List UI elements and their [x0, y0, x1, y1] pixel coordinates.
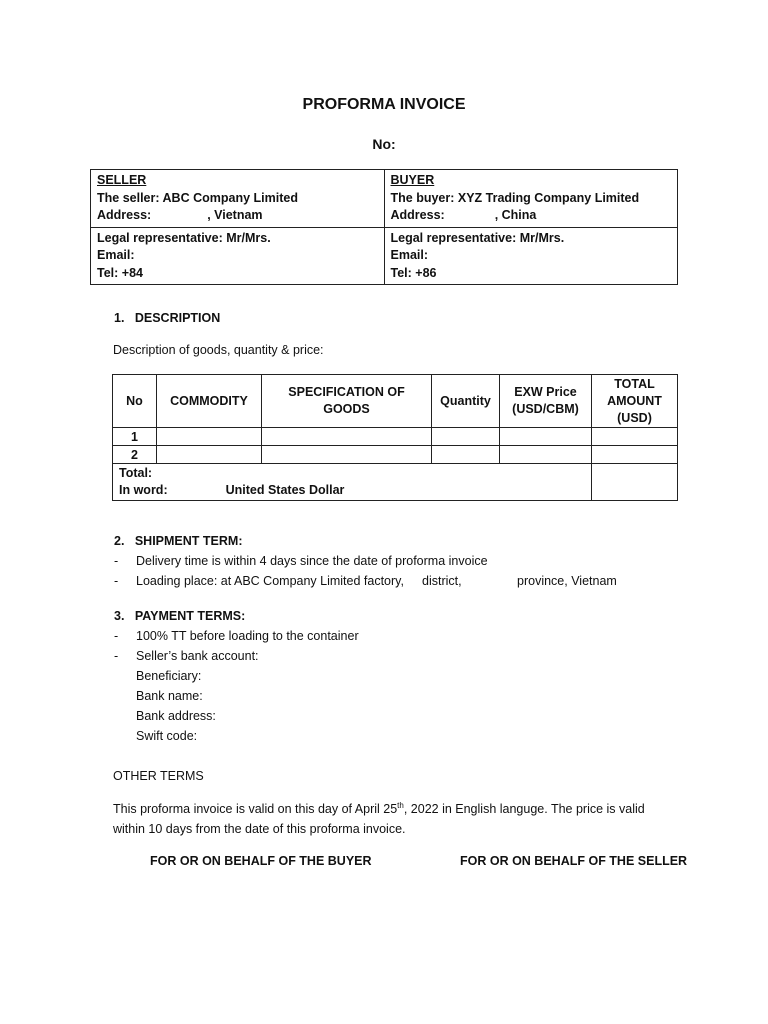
total-amount-cell[interactable] — [592, 464, 678, 501]
seller-address — [97, 207, 378, 225]
seller-address-label: Address: — [97, 208, 152, 222]
col-header-no: No — [113, 375, 157, 428]
shipment-delivery-time: Delivery time is within 4 days since the date of proforma invoice — [136, 554, 488, 568]
seller-email: Email: — [97, 248, 135, 262]
shipment-loading-place: Loading place: at ABC Company Limited factory, — [136, 574, 404, 588]
seller-name: The seller: ABC Company Limited — [97, 190, 298, 205]
document-title: PROFORMA INVOICE — [302, 96, 466, 113]
invoice-number-label: No: — [372, 136, 396, 152]
other-terms-line-1 — [113, 801, 645, 816]
col-header-quantity: Quantity — [432, 375, 500, 428]
buyer-cell — [384, 170, 678, 228]
row-no: 2 — [113, 446, 157, 464]
bank-address: Bank address: — [136, 709, 216, 723]
other-terms-heading: OTHER TERMS — [113, 769, 204, 783]
cell-exw-price[interactable] — [500, 428, 592, 446]
buyer-name: The buyer: XYZ Trading Company Limited — [390, 190, 640, 205]
table-row — [113, 446, 678, 464]
seller-signature-label: FOR OR ON BEHALF OF THE SELLER — [460, 854, 688, 868]
payment-bank-account: Seller’s bank account: — [136, 649, 259, 663]
table-row — [113, 428, 678, 446]
buyer-heading: BUYER — [390, 173, 435, 187]
other-terms-line-2: within 10 days from the date of this proforma invoice. — [113, 822, 406, 836]
buyer-signature-label: FOR OR ON BEHALF OF THE BUYER — [150, 854, 372, 868]
buyer-contact-cell — [384, 227, 678, 285]
row-no: 1 — [113, 428, 157, 446]
date-ordinal-suffix: th — [397, 801, 404, 810]
shipment-province: province, Vietnam — [517, 574, 617, 588]
cell-total-amount[interactable] — [592, 446, 678, 464]
seller-tel: Tel: +84 — [97, 265, 143, 280]
bullet-dash: - — [114, 574, 119, 588]
seller-address-value: , Vietnam — [207, 208, 263, 222]
shipment-district: district, — [422, 574, 462, 588]
buyer-address-value: , China — [494, 208, 537, 222]
seller-heading: SELLER — [97, 173, 147, 187]
bullet-dash: - — [114, 629, 119, 643]
cell-exw-price[interactable] — [500, 446, 592, 464]
col-header-exw-price: EXW Price (USD/CBM) — [500, 375, 592, 428]
seller-rep: Legal representative: Mr/Mrs. — [97, 230, 271, 245]
bank-swift-code: Swift code: — [136, 729, 198, 743]
total-label: Total: — [119, 466, 153, 480]
cell-commodity[interactable] — [157, 428, 262, 446]
parties-table — [90, 169, 678, 285]
goods-table-header — [113, 375, 678, 428]
cell-total-amount[interactable] — [592, 428, 678, 446]
col-header-total-amount: TOTAL AMOUNT (USD) — [592, 375, 678, 428]
buyer-address — [391, 207, 672, 225]
bank-beneficiary: Beneficiary: — [136, 669, 202, 683]
bank-name: Bank name: — [136, 689, 203, 703]
inword-label: In word: — [119, 483, 168, 497]
validity-date-text: This proforma invoice is valid on this day of April 25 — [113, 802, 398, 817]
goods-table — [112, 374, 678, 501]
bullet-dash: - — [114, 649, 119, 663]
cell-quantity[interactable] — [432, 446, 500, 464]
payment-tt-term: 100% TT before loading to the container — [136, 629, 359, 643]
payment-heading: 3. PAYMENT TERMS: — [114, 609, 246, 623]
cell-quantity[interactable] — [432, 428, 500, 446]
description-intro: Description of goods, quantity & price: — [113, 343, 324, 357]
cell-commodity[interactable] — [157, 446, 262, 464]
buyer-rep: Legal representative: Mr/Mrs. — [390, 230, 565, 245]
shipment-heading: 2. SHIPMENT TERM: — [114, 534, 243, 548]
buyer-tel: Tel: +86 — [390, 265, 437, 280]
seller-contact-cell — [91, 227, 385, 285]
col-header-commodity: COMMODITY — [157, 375, 262, 428]
seller-cell — [91, 170, 385, 228]
buyer-email: Email: — [390, 248, 429, 262]
buyer-address-label: Address: — [390, 208, 445, 222]
description-heading: 1. DESCRIPTION — [114, 311, 221, 325]
validity-language-text: , 2022 in English languge. The price is valid — [403, 802, 645, 817]
total-label-cell — [113, 464, 592, 501]
col-header-specification: SPECIFICATION OF GOODS — [262, 375, 432, 428]
cell-specification[interactable] — [262, 428, 432, 446]
cell-specification[interactable] — [262, 446, 432, 464]
bullet-dash: - — [114, 554, 119, 568]
inword-line — [119, 482, 585, 499]
total-row — [113, 464, 678, 501]
inword-value: United States Dollar — [225, 483, 345, 497]
